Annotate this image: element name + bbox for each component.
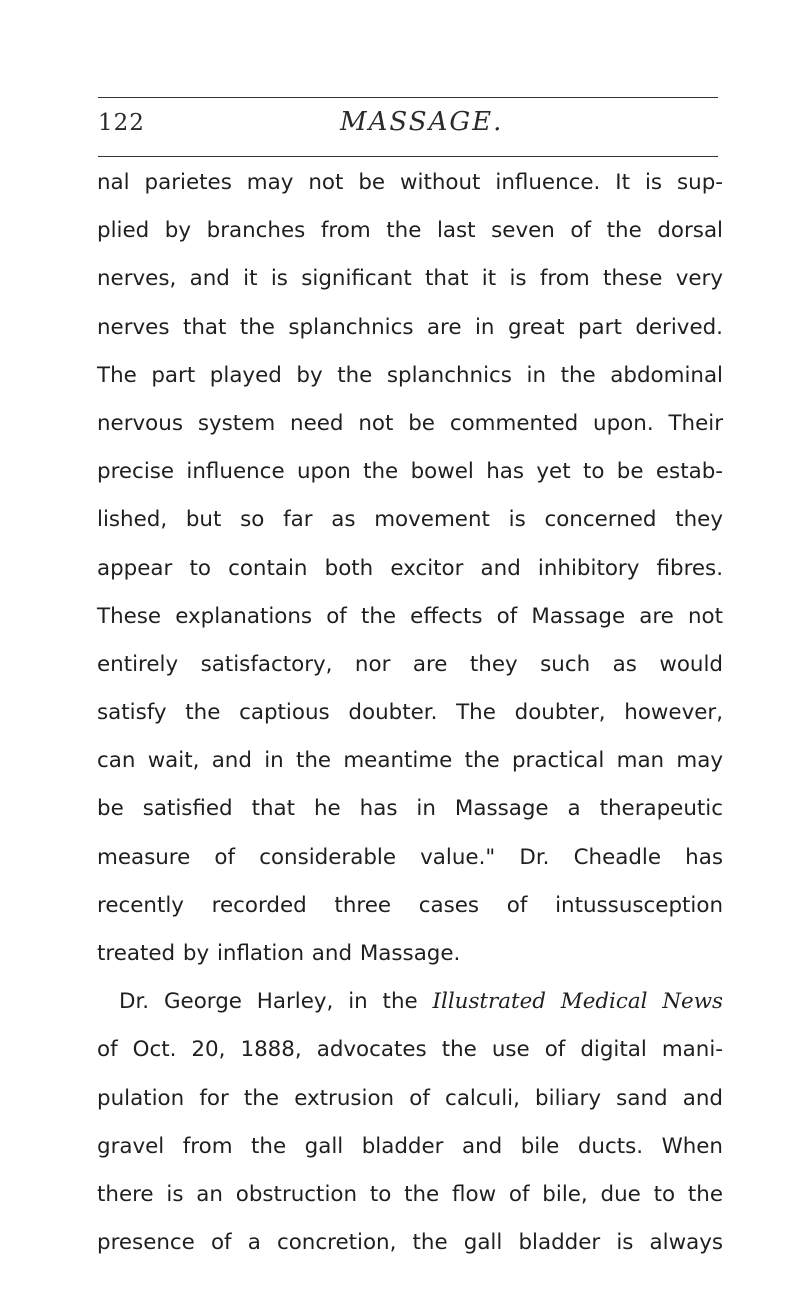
- header-rule-top: [98, 97, 718, 98]
- text-line: treated by inflation and Massage.: [97, 941, 461, 966]
- text-line: nerves that the splanchnics are in great part derived.: [97, 314, 723, 340]
- text-line: measure of considerable value." Dr. Cheadle has: [97, 844, 723, 870]
- publication-title: Illustrated Medical News: [432, 989, 723, 1015]
- text-line: plied by branches from the last seven of the dorsal: [97, 218, 723, 244]
- text-line: The part played by the splanchnics in the abdominal: [97, 362, 723, 388]
- text-line: appear to contain both excitor and inhibitory fibres.: [97, 555, 723, 581]
- text-line: nal parietes may not be without influence. It is sup-: [97, 170, 723, 195]
- header-rule-bottom: [98, 156, 718, 157]
- text-line: lished, but so far as movement is concerned they: [97, 507, 723, 533]
- text-line: there is an obstruction to the flow of bile, due to the: [97, 1181, 723, 1207]
- text-line: nervous system need not be commented upon. Their: [97, 410, 723, 436]
- text-line: can wait, and in the meantime the practical man may: [97, 748, 723, 774]
- running-head: MASSAGE.: [340, 107, 504, 137]
- paragraph-first-line: [97, 978, 723, 1026]
- text-line: of Oct. 20, 1888, advocates the use of digital mani-: [97, 1037, 723, 1063]
- text-line: entirely satisfactory, nor are they such as would: [97, 651, 723, 677]
- paragraph-start-text: Dr. George Harley, in the: [119, 989, 418, 1015]
- text-line: recently recorded three cases of intussusception: [97, 892, 723, 918]
- text-line: nerves, and it is significant that it is from these very: [97, 266, 723, 292]
- body-text: [97, 159, 723, 1267]
- text-line: gravel from the gall bladder and bile ducts. When: [97, 1133, 723, 1159]
- text-line: satisfy the captious doubter. The doubter, however,: [97, 700, 723, 726]
- text-line: be satisfied that he has in Massage a therapeutic: [97, 796, 723, 822]
- text-line: pulation for the extrusion of calculi, biliary sand and: [97, 1085, 723, 1111]
- text-line: precise influence upon the bowel has yet to be estab-: [97, 459, 723, 485]
- text-line: presence of a concretion, the gall bladder is always: [97, 1230, 723, 1256]
- page-number: 122: [98, 110, 145, 136]
- text-line: These explanations of the effects of Massage are not: [97, 603, 723, 629]
